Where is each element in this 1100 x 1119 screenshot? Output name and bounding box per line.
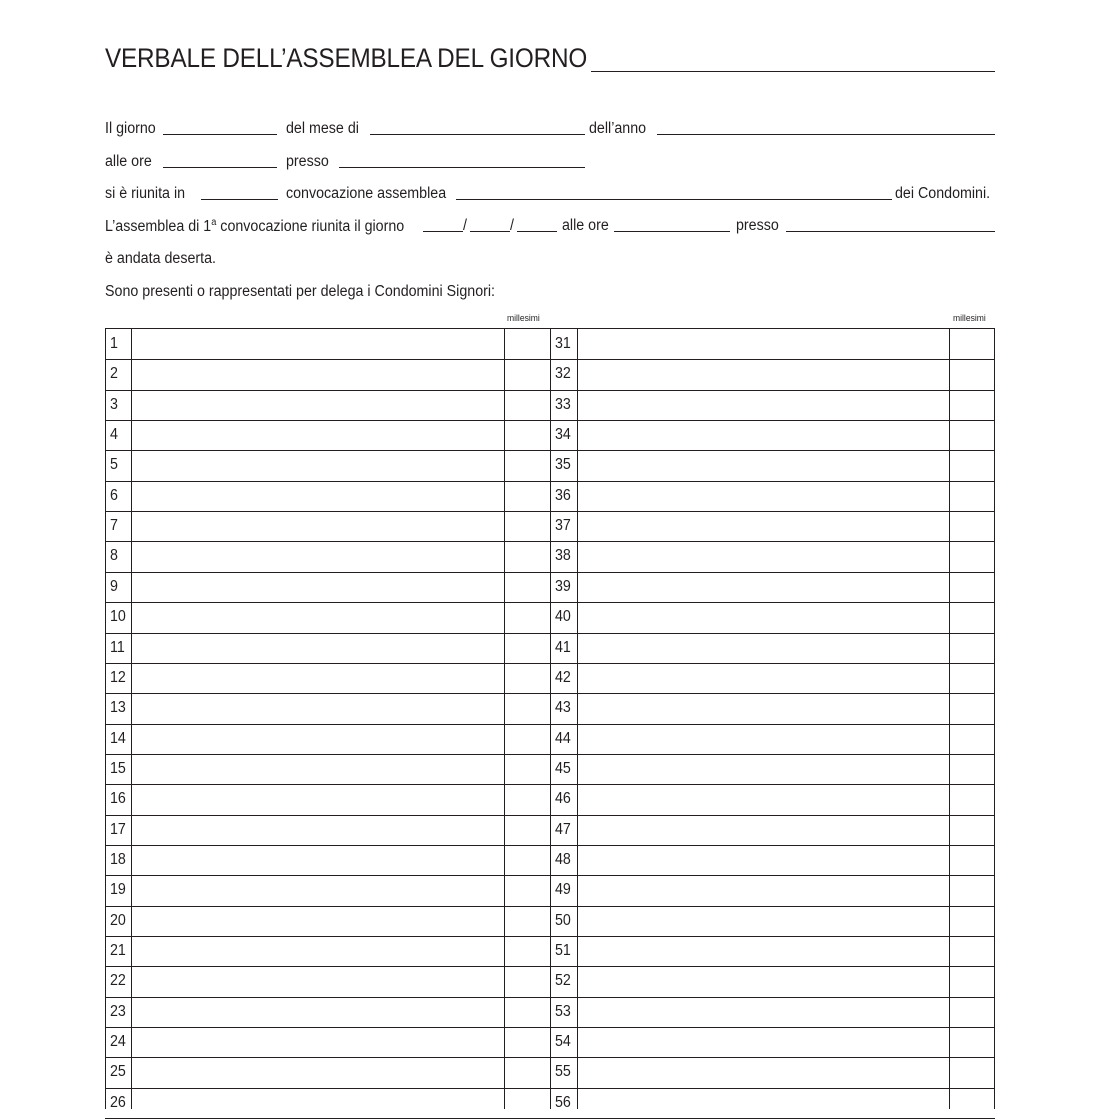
label-presso-2: presso — [736, 217, 779, 234]
presso-blank[interactable] — [339, 167, 585, 168]
table-row-line — [105, 724, 995, 725]
label-riunita-in: si è riunita in — [105, 185, 186, 202]
table-row-line — [105, 906, 995, 907]
row-number-left: 16 — [110, 790, 126, 808]
ore-blank-2[interactable] — [614, 231, 730, 232]
anno-blank[interactable] — [657, 134, 995, 135]
presso-blank-2[interactable] — [786, 231, 995, 232]
year-blank[interactable] — [517, 231, 557, 232]
table-row-line — [105, 845, 995, 846]
row-number-left: 20 — [110, 911, 126, 929]
row-number-left: 8 — [110, 547, 118, 565]
row-number-left: 17 — [110, 820, 126, 838]
label-alle-ore-2: alle ore — [562, 217, 609, 234]
table-row-line — [105, 1088, 995, 1089]
row-number-right: 37 — [555, 517, 571, 535]
row-number-left: 23 — [110, 1002, 126, 1020]
table-row-line — [105, 875, 995, 876]
table-row-line — [105, 754, 995, 755]
table-row-line — [105, 693, 995, 694]
row-number-right: 42 — [555, 668, 571, 686]
row-number-right: 53 — [555, 1002, 571, 1020]
row-number-left: 9 — [110, 577, 118, 595]
row-number-left: 21 — [110, 942, 126, 959]
row-number-right: 31 — [555, 335, 571, 352]
row-number-left: 4 — [110, 426, 118, 444]
table-row-line — [105, 572, 995, 573]
row-number-right: 38 — [555, 547, 571, 565]
date-slash-1: / — [463, 217, 467, 234]
grid-divider — [550, 329, 551, 1109]
label-il-giorno: Il giorno — [105, 120, 156, 137]
table-row-line — [105, 663, 995, 664]
table-row-line — [105, 541, 995, 542]
table-row-line — [105, 633, 995, 634]
row-number-right: 45 — [555, 759, 571, 777]
row-number-right: 43 — [555, 699, 571, 717]
row-number-left: 2 — [110, 365, 118, 383]
table-row-line — [105, 420, 995, 421]
row-number-right: 51 — [555, 942, 571, 959]
row-number-right: 32 — [555, 365, 571, 383]
label-alle-ore: alle ore — [105, 153, 152, 170]
row-number-right: 44 — [555, 729, 571, 747]
table-row-line — [105, 481, 995, 482]
row-number-right: 33 — [555, 395, 571, 413]
date-slash-2: / — [510, 217, 514, 234]
table-row-line — [105, 815, 995, 816]
table-row-line — [105, 966, 995, 967]
row-number-left: 19 — [110, 881, 126, 899]
row-number-right: 49 — [555, 881, 571, 899]
label-convocazione: convocazione assemblea — [286, 185, 447, 202]
row-number-left: 14 — [110, 729, 126, 747]
row-number-right: 48 — [555, 850, 571, 868]
label-del-mese: del mese di — [286, 120, 359, 137]
condomini-table — [105, 328, 995, 1109]
grid-border-right — [994, 329, 995, 1109]
label-presso: presso — [286, 153, 329, 170]
table-row-line — [105, 450, 995, 451]
row-number-left: 24 — [110, 1033, 126, 1051]
row-number-left: 15 — [110, 759, 126, 777]
grid-divider — [949, 329, 950, 1109]
row-number-right: 41 — [555, 638, 571, 656]
grid-divider — [504, 329, 505, 1109]
row-number-left: 10 — [110, 608, 126, 626]
page-title: VERBALE DELL’ASSEMBLEA DEL GIORNO — [105, 43, 588, 73]
row-number-right: 34 — [555, 426, 571, 444]
row-number-right: 39 — [555, 577, 571, 595]
date-blank-line[interactable] — [591, 71, 995, 72]
riunita-blank[interactable] — [201, 199, 278, 200]
row-number-left: 5 — [110, 456, 118, 474]
table-row-line — [105, 602, 995, 603]
row-number-right: 35 — [555, 456, 571, 474]
row-number-right: 46 — [555, 790, 571, 808]
mese-blank[interactable] — [370, 134, 585, 135]
row-number-right: 40 — [555, 608, 571, 626]
millesimi-label-right: millesimi — [953, 313, 986, 324]
deserta-text: è andata deserta. — [105, 250, 217, 267]
row-number-left: 7 — [110, 517, 118, 535]
row-number-right: 36 — [555, 486, 571, 504]
row-number-left: 1 — [110, 335, 118, 352]
giorno-blank[interactable] — [163, 134, 277, 135]
grid-border-left — [105, 329, 106, 1109]
row-number-right: 47 — [555, 820, 571, 838]
row-number-left: 11 — [110, 638, 125, 656]
row-number-right: 54 — [555, 1033, 571, 1051]
label-anno: dell’anno — [589, 120, 647, 137]
ore-blank[interactable] — [163, 167, 277, 168]
table-row-line — [105, 997, 995, 998]
grid-divider — [131, 329, 132, 1109]
row-number-left: 18 — [110, 850, 126, 868]
row-number-left: 22 — [110, 972, 126, 990]
label-assemblea-prima: L’assemblea di 1$^a$ convocazione riunita il giorno — [105, 217, 405, 235]
grid-divider — [577, 329, 578, 1109]
label-dei-condomini: dei Condomini. — [895, 185, 991, 202]
month-blank[interactable] — [470, 231, 510, 232]
table-row-line — [105, 359, 995, 360]
row-number-left: 3 — [110, 395, 118, 413]
table-row-line — [105, 936, 995, 937]
convocazione-blank[interactable] — [456, 199, 892, 200]
presenti-text: Sono presenti o rappresentati per delega i Condomini Signori: — [105, 283, 496, 300]
row-number-right: 50 — [555, 911, 571, 929]
row-number-right: 55 — [555, 1063, 571, 1081]
table-row-line — [105, 390, 995, 391]
day-blank[interactable] — [423, 231, 463, 232]
millesimi-label-left: millesimi — [507, 313, 540, 324]
row-number-left: 25 — [110, 1063, 126, 1081]
row-number-left: 13 — [110, 699, 126, 717]
row-number-left: 6 — [110, 486, 118, 504]
table-row-line — [105, 511, 995, 512]
row-number-left: 12 — [110, 668, 126, 686]
row-number-right: 52 — [555, 972, 571, 990]
row-number-left: 26 — [110, 1093, 126, 1111]
table-row-line — [105, 1057, 995, 1058]
row-number-right: 56 — [555, 1093, 571, 1111]
table-row-line — [105, 1027, 995, 1028]
table-row-line — [105, 784, 995, 785]
